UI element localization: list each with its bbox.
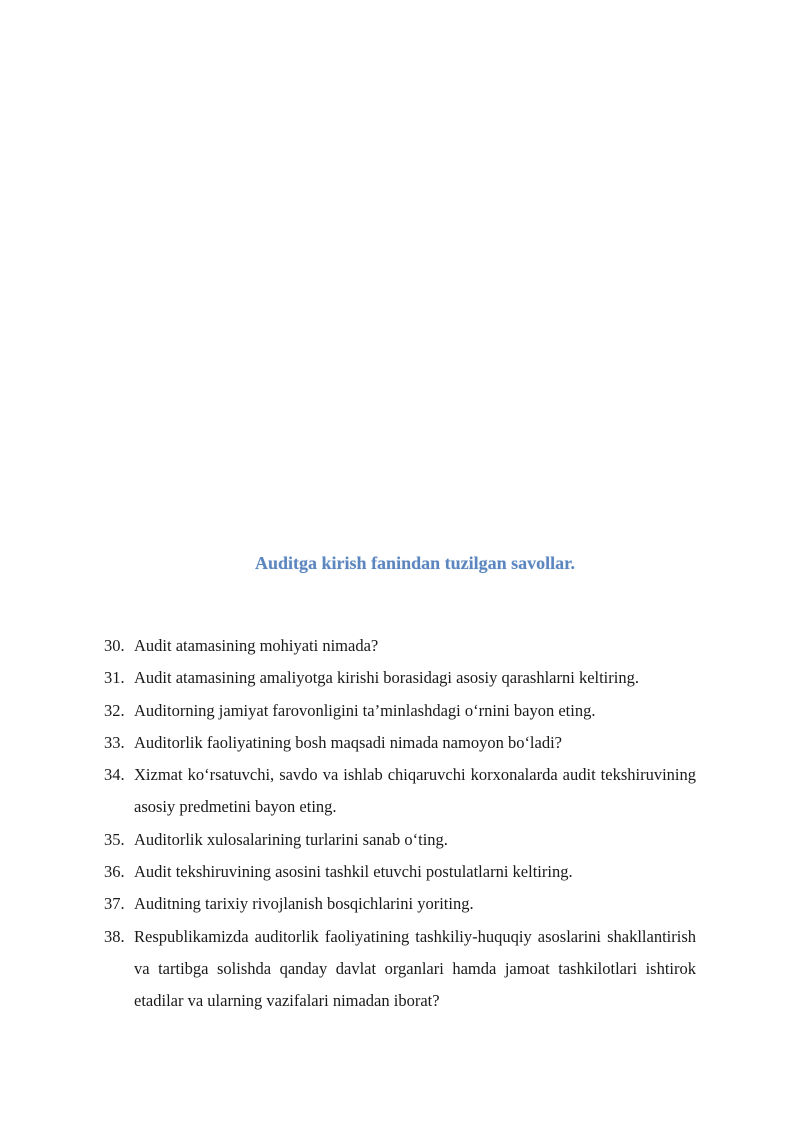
question-text: Audit tekshiruvining asosini tashkil etuvchi postulatlarni keltiring.: [134, 862, 573, 882]
question-number: 35.: [104, 829, 125, 849]
question-text: Respublikamizda auditorlik faoliyatining tashkiliy-huquqiy asoslarini shakllantirish va tartibga solishda qanday davlat organlari hamda jamoat tashkilotlari ishtirok etadilar va ularning vazifalari nimadan iborat?: [134, 926, 696, 1011]
document-title: Auditga kirish fanindan tuzilgan savollar.: [255, 553, 575, 573]
question-text: Auditorlik faoliyatining bosh maqsadi nimada namoyon bo‘ladi?: [134, 732, 563, 752]
question-number: 30.: [104, 636, 125, 655]
question-text: Auditning tarixiy rivojlanish bosqichlarini yoriting.: [134, 894, 474, 914]
question-text: Auditorning jamiyat farovonligini ta’minlashdagi o‘rnini bayon eting.: [134, 700, 596, 720]
question-number: 38.: [104, 926, 125, 946]
question-number: 34.: [104, 765, 125, 785]
question-text: Auditorlik xulosalarining turlarini sanab o‘ting.: [134, 829, 448, 849]
question-item: [104, 824, 696, 856]
question-text: Audit atamasining mohiyati nimada?: [134, 636, 379, 655]
question-number: 32.: [104, 700, 125, 720]
question-item: [104, 662, 696, 694]
question-item: [104, 888, 696, 920]
question-number: 33.: [104, 732, 125, 752]
question-item: [104, 759, 696, 824]
question-text: Xizmat ko‘rsatuvchi, savdo va ishlab chiqaruvchi korxonalarda audit tekshiruvining asosiy predmetini bayon eting.: [134, 765, 696, 817]
question-item: [104, 727, 696, 759]
question-item: [104, 921, 696, 1018]
question-item: [104, 630, 696, 662]
question-text: Audit atamasining amaliyotga kirishi borasidagi asosiy qarashlarni keltiring.: [134, 668, 639, 688]
question-number: 31.: [104, 668, 125, 688]
question-list: [104, 630, 696, 1018]
question-number: 36.: [104, 862, 125, 882]
question-number: 37.: [104, 894, 125, 914]
question-item: [104, 856, 696, 888]
question-item: [104, 695, 696, 727]
